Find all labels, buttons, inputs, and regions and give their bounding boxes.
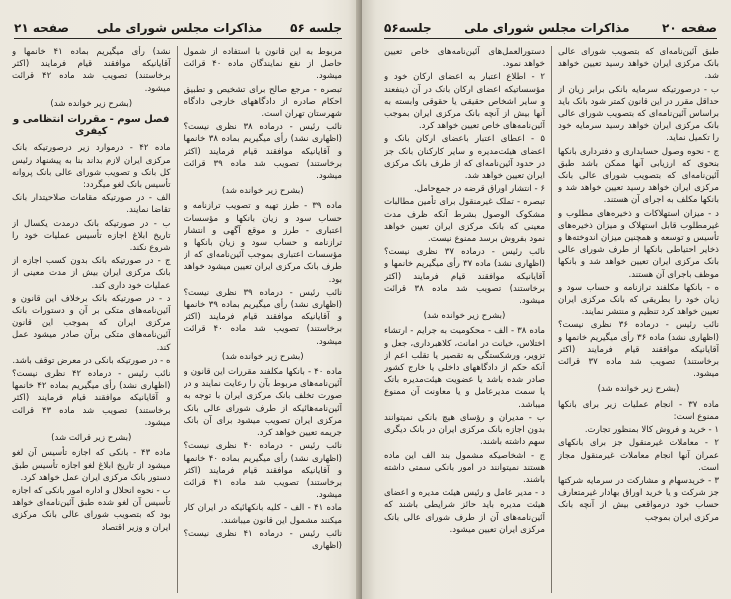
paragraph: ماده ۳۸ - الف - محکومیت به جرایم - ارتشاء اختلاس، خیانت در امانت، کلاهبرداری، جعل و تزویر، ورشکستگی به تقصیر یا تقلب اعم از آنکه حکم از دادگاههای داخلی یا خارج کشور صادر شده باشد یا عضویت هیئت‌مدیره بانک یا سمت مدیرعامل و یا معاونت آن ممنوع میباشد. [384, 326, 545, 410]
paragraph: الف - در صورتیکه مقامات صلاحیتدار بانک تقاضا نمایند. [12, 193, 171, 216]
paragraph: نائب رئیس - درماده ۳۷ نظری نیست؟ (اظهاری نشد) ماده ۳۷ رأی میگیریم خانمها و آقایانیکه موافقند قیام فرمایند (اکثر برخاستند) تصویب شد ماده ۳۸ قرائت میشود. [384, 247, 545, 307]
column-divider [177, 46, 178, 593]
paragraph: ۲ - معاملات غیرمنقول جز برای بانکهای عمران آنها انجام معاملات غیرمنقول مجاز است. [558, 438, 719, 473]
right-page-columns [384, 46, 719, 593]
paragraph: نائب رئیس - درماده ۳۶ نظری نیست؟ (اظهاری نشد) ماده ۳۶ رأی میگیریم خانمها و آقایانیکه موافقند قیام فرمایند (اکثر برخاستند) تصویب شد ماده ۳۷ قرائت میشود. [558, 320, 719, 380]
paragraph: ماده ۴۲ - درموارد زیر درصورتیکه بانک مرکزی ایران لازم بداند بنا به پیشنهاد رئیس کل بانک و تصویب شورای عالی بانک پروانه تأسیس بانک لغو میگردد: [12, 143, 171, 191]
paragraph: ماده ۴۰ - بانکها مکلفند مقررات این قانون و آئین‌نامه‌های مربوط بآن را رعایت نمایند و در صورت تخلف بانک مرکزی ایران با توجه به آئین‌نامه‌هائیکه از طرف شورای عالی بانک مرکزی ایران تصویب میشود برای آن بانک جریمه تعیین خواهد کرد. [183, 367, 342, 439]
paragraph: نائب رئیس - درماده ۴۰ نظری نیست؟ (اظهاری نشد) رأی میگیریم بماده ۴۰ خانمها و آقایانیکه موافقند قیام فرمایند (اکثر برخاستند) تصویب شد ماده ۴۱ قرائت میشود. [183, 441, 342, 501]
left-page-session: جلسه ۵۶ [290, 21, 342, 35]
left-page-column-2 [12, 46, 171, 593]
paragraph: (بشرح زیر خوانده شد) [50, 98, 133, 109]
paragraph: (بشرح زیر قرائت شد) [51, 433, 132, 444]
paragraph: د - میزان استهلاکات و ذخیره‌های مطلوب و غیرمطلوب قابل استهلاک و میزان ذخیره‌های تأسیس و توسعه و همچنین میزان اندوخته‌ها و ذخایر احتیاطی بانکها از طرف شورای عالی بانک مرکزی ایران تعیین خواهد شد و بانکها موظف باجرای آن هستند. [558, 208, 719, 280]
paragraph: فصل سوم - مقررات انتظامی و کیفری [13, 114, 170, 138]
paragraph: ه - در صورتیکه بانکی در معرض توقف باشد. [12, 355, 171, 366]
paragraph: ۶ - انتشار اوراق قرضه در جمع‌حامل. [413, 184, 545, 195]
right-page-header [384, 18, 717, 39]
left-page [0, 0, 362, 599]
paragraph: ماده ۳۷ - انجام عملیات زیر برای بانکها ممنوع است: [558, 399, 719, 422]
paragraph: ب - در صورتیکه بانک درمدت یکسال از تاریخ ابلاغ اجازه تأسیس عملیات خود را شروع نکند. [12, 218, 171, 254]
paragraph: نائب رئیس - درماده ۴۱ نظری نیست؟ (اظهاری [183, 528, 342, 551]
paragraph: (بشرح زیر خوانده شد) [597, 384, 680, 395]
paragraph: ب - نحوه انحلال و اداره امور بانکی که اجازه تأسیس آن لغو شده طبق آئین‌نامه‌ای خواهد بود که بتصویب شورای عالی بانک مرکزی ایران و وزیر اقتصاد [12, 485, 171, 533]
paragraph: نائب رئیس - درماده ۴۲ نظری نیست؟ (اظهاری نشد) رأی میگیریم بماده ۴۲ خانمها و آقایانیکه موافقند قیام فرمایند (اکثر برخاستند) تصویب شد ماده ۴۳ قرائت میشود. [12, 369, 171, 428]
paragraph: ب - درصورتیکه سرمایه بانکی برابر زیان از حداقل مقرر در این قانون کمتر شود بانک باید براساس آئین‌نامه‌ای که بتصویب شورای عالی بانک مرکزی ایران خواهد رسید سرمایه خود را تکمیل نماید. [558, 84, 719, 144]
right-page-column-2 [384, 46, 545, 593]
left-page-column-1 [184, 46, 343, 593]
left-page-number: صفحه ۲۱ [14, 21, 69, 35]
paragraph: نائب رئیس - درماده ۳۹ نظری نیست؟ (اظهاری نشد) رأی میگیریم بماده ۳۹ خانمها و آقایانیکه موافقند قیام فرمایند (اکثر برخاستند) تصویب شد ماده ۴۰ قرائت میشود. [183, 287, 342, 347]
column-divider [551, 46, 552, 593]
paragraph: ه - بانکها مکلفند ترازنامه و حساب سود و زیان خود را بطریقی که بانک مرکزی ایران تعیین خواهد کرد تنظیم و منتشر نمایند. [558, 282, 719, 318]
paragraph: د - مدیر عامل و رئیس هیئت مدیره و اعضای هیئت مدیره باید حائز شرایطی باشند که آئین‌نامه‌های آن از طرف شورای عالی بانک مرکزی ایران تعیین میشود. [384, 488, 545, 535]
paragraph: ماده ۴۳ - بانکی که اجازه تأسیس آن لغو میشود از تاریخ ابلاغ لغو اجازه تأسیس طبق دستور بانک مرکزی ایران عمل خواهد کرد. [12, 448, 171, 483]
paragraph: تبصره - تملک غیرمنقول برای تأمین مطالبات مشکوک الوصول بشرط آنکه ظرف مدت معینی که بانک مرکزی ایران تعیین خواهد نمود بفروش برسد ممنوع نیست. [384, 197, 545, 245]
paragraph: ۲ - اطلاع اعتبار به اعضای ارکان خود و مؤسساتیکه اعضای ارکان بانک در آن ذینفعند و سایر اشخاص حقیقی یا حقوقی وابسته به آنها بیش از آنچه بانک مرکزی ایران بموجب آئین‌نامه‌های خاص تعیین خواهد کرد. [384, 72, 545, 132]
left-page-columns [12, 46, 342, 593]
paragraph: دستورالعمل‌های آئین‌نامه‌های خاص تعیین خواهد نمود. [384, 47, 545, 70]
left-page-header [14, 18, 342, 39]
paragraph: ج - در صورتیکه بانک بدون کسب اجازه از بانک مرکزی ایران بیش از مدت معینی از عملیات خود داری کند. [12, 256, 171, 291]
paragraph: (بشرح زیر خوانده شد) [221, 186, 304, 197]
paragraph: ۱ - خرید و فروش کالا بمنظور تجارت. [584, 425, 719, 436]
paragraph: ماده ۳۹ - طرز تهیه و تصویب ترازنامه و حساب سود و زیان بانکها و مؤسسات اعتباری - طرز و موقع آگهی و انتشار ترازنامه و حساب سود و زیان بانکها و مؤسسات اعتباری بموجب آئین‌نامه‌ای که از طرف بانک مرکزی ایران تعیین میشود خواهد بود. [183, 201, 342, 285]
right-page-session: جلسه۵۶ [384, 21, 432, 35]
right-page-number: صفحه ۲۰ [662, 21, 717, 35]
paragraph: طبق آئین‌نامه‌ای که بتصویب شورای عالی بانک مرکزی ایران خواهد رسید تعیین خواهد شد. [558, 47, 719, 82]
paragraph: ب - مدیران و رؤسای هیچ بانکی نمیتوانند بدون اجازه بانک مرکزی ایران در بانک دیگری سهم داشته باشند. [384, 412, 545, 448]
paragraph: ج - اشخاصیکه مشمول بند الف این ماده هستند نمیتوانند در امور بانکی سمتی داشته باشند. [384, 450, 545, 485]
right-page-title: مذاکرات مجلس شورای ملی [464, 21, 630, 35]
paragraph: ۵ - اعطای اعتبار باعضای ارکان بانک و اعضای هیئت‌مدیره و سایر کارکنان بانک جز در حدود آئین‌نامه‌ای که از طرف بانک مرکزی ایران تعیین خواهد شد. [384, 134, 545, 182]
paragraph: نائب رئیس - درماده ۳۸ نظری نیست؟ (اظهاری نشد) رأی میگیریم بماده ۳۸ خانمها و آقایانیکه موافقند قیام فرمایند (اکثر برخاستند) تصویب شد ماده ۳۹ قرائت میشود. [183, 122, 342, 182]
paragraph: ج - نحوه وصول حسابداری و دفترداری بانکها بنحوی که ارزیابی آنها ممکن باشد طبق آئین‌نامه‌ای که بتصویب شورای عالی بانک مرکزی ایران خواهد رسید تعیین خواهد شد و بانکها مکلف به اجرای آن هستند. [558, 146, 719, 206]
paragraph: ۳ - خریدسهام و مشارکت در سرمایه شرکتها جز شرکت و یا خرید اوراق بهادار غیرمتعارف حساب خود درمواقعی بیش از آنچه بانک مرکزی ایران بموجب [558, 475, 719, 523]
paragraph: مربوط به این قانون با استفاده از شمول حاصل از نفع نمایندگان ماده ۴۰ قرائت میشود. [183, 47, 342, 82]
right-page [362, 0, 731, 599]
paragraph: (بشرح زیر خوانده شد) [221, 351, 304, 362]
paragraph: ماده ۴۱ - الف - کلیه بانکهائیکه در ایران کار میکنند مشمول این قانون میباشند. [183, 503, 342, 526]
left-page-title: مذاکرات مجلس شورای ملی [96, 21, 263, 35]
paragraph: نشد) رأی میگیریم بماده ۴۱ خانمها و آقایانیکه موافقند قیام فرمایند (اکثر برخاستند) تصویب شد ماده ۴۲ قرائت میشود. [12, 47, 171, 94]
paragraph: د - در صورتیکه بانک برخلاف این قانون و آئین‌نامه‌های متکی بر آن و دستورات بانک مرکزی ایران که بموجب این قانون آئین‌نامه‌های متکی برآن صادر میشود عمل کند. [12, 293, 171, 353]
paragraph: تبصره - مرجع صالح برای تشخیص و تطبیق احکام صادره از دادگاههای خارجی دادگاه شهرستان تهران است. [183, 84, 342, 120]
right-page-column-1 [558, 46, 719, 593]
paragraph: (بشرح زیر خوانده شد) [423, 311, 506, 322]
